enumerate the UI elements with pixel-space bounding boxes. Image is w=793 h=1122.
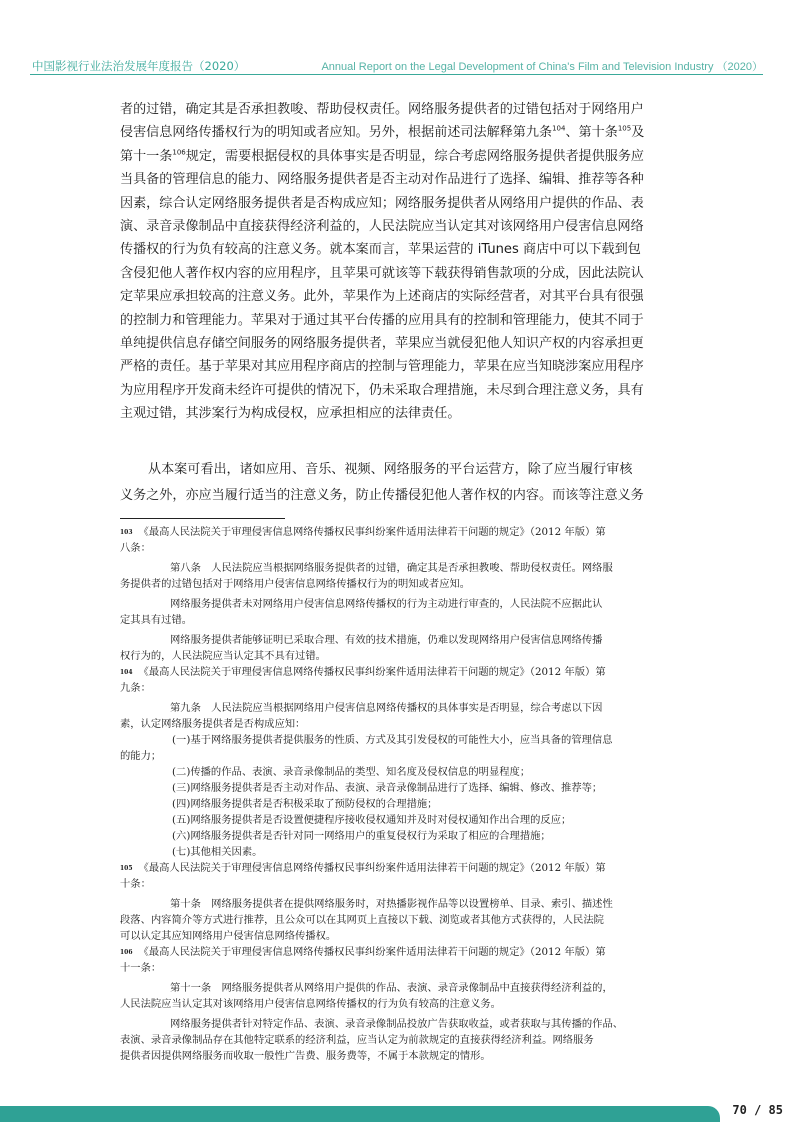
footer-accent-bar [0,1106,720,1122]
page-number: 70 / 85 [732,1103,783,1117]
body-line: 的控制力和管理能力。苹果对于通过其平台传播的应用具有的控制和管理能力，使其不同于 [120,312,644,328]
footnotes [120,524,675,1064]
body-line: 严格的责任。基于苹果对其应用程序商店的控制与管理能力，苹果在应当知晓涉案应用程序 [120,359,644,375]
footnote-line: 第十条 网络服务提供者在提供网络服务时，对热播影视作品等以设置榜单、目录、索引、描述性 [170,898,613,910]
body-line: 从本案可看出，诸如应用、音乐、视频、网络服务的平台运营方，除了应当履行审核 [148,462,633,477]
body-line: 含侵犯他人著作权内容的应用程序，且苹果可就该等下载获得销售款项的分成，因此法院认 [120,265,644,281]
header-title-cn: 中国影视行业法治发展年度报告（2020） [32,59,246,73]
footnote-line: (五)网络服务提供者是否设置便捷程序接收侵权通知并及时对侵权通知作出合理的反应； [172,814,572,826]
body-line: 为应用程序开发商未经许可提供的情况下，仍未采取合理措施，未尽到合理注意义务，具有 [120,382,644,398]
footnote-line: 定其具有过错。 [120,614,193,626]
footnote-line: 第九条 人民法院应当根据网络用户侵害信息网络传播权的具体事实是否明显，综合考虑以下因 [170,702,603,714]
footnote-line: 网络服务提供者针对特定作品、表演、录音录像制品投放广告获取收益，或者获取与其传播的作品、 [170,1018,624,1030]
footnote-mark: 106 [120,949,133,956]
footnote-line: 提供者因提供网络服务而收取一般性广告费、服务费等，不属于本款规定的情形。 [120,1050,491,1062]
footnote-105-title: $^{105}$ 《最高人民法院关于审理侵害信息网络传播权民事纠纷案件适用法律若干问题的规定》（2012 年版）第 [120,862,606,874]
footnote-ref-106[interactable]: 106 [172,148,186,157]
footnote-line: 段落、内容简介等方式进行推荐，且公众可以在其网页上直接以下载、浏览或者其他方式获得的，人民法院 [120,914,604,926]
body-line: 因素，综合认定网络服务提供者是否构成应知；网络服务提供者从网络用户提供的作品、表 [120,195,644,211]
footnote-separator [120,518,285,519]
header-rule [30,74,763,75]
footnote-106-title: $^{106}$ 《最高人民法院关于审理侵害信息网络传播权民事纠纷案件适用法律若干问题的规定》（2012 年版）第 [120,946,606,958]
footnote-line: 第十一条 网络服务提供者从网络用户提供的作品、表演、录音录像制品中直接获得经济利益的， [170,982,613,994]
footnote-line: (四)网络服务提供者是否积极采取了预防侵权的合理措施； [172,798,438,810]
body-line: 第十一条$^{106}$规定，需要根据侵权的具体事实是否明显，综合考虑网络服务提供者提供服务应 [120,148,645,164]
footnote-line: (三)网络服务提供者是否主动对作品、表演、录音录像制品进行了选择、编辑、修改、推荐等； [172,782,603,794]
footnote-ref-104[interactable]: 104 [552,125,566,134]
footnote-line: (六)网络服务提供者是否针对同一网络用户的重复侵权行为采取了相应的合理措施； [172,830,551,842]
body-line: 侵害信息网络传播权行为的明知或者应知。另外，根据前述司法解释第九条$^{104}$、第十条$^{105}$及 [120,125,645,141]
header-title-en: Annual Report on the Legal Development of China's Film and Television Industry （2020） [321,61,763,73]
footnote-line: 第八条 人民法院应当根据网络服务提供者的过错，确定其是否承担教唆、帮助侵权责任。网络服 [170,562,613,574]
footnote-line: 务提供者的过错包括对于网络用户侵害信息网络传播权行为的明知或者应知。 [120,578,471,590]
footnote-line: (一)基于网络服务提供者提供服务的性质、方式及其引发侵权的可能性大小，应当具备的管理信息 [172,734,613,746]
body-line: 定苹果应承担较高的注意义务。此外，苹果作为上述商店的实际经营者，对其平台具有很强 [120,289,644,305]
footnote-line: 九条： [120,682,151,694]
footnote-line: 权行为的，人民法院应当认定其不具有过错。 [120,650,326,662]
footnote-line: 网络服务提供者未对网络用户侵害信息网络传播权的行为主动进行审查的，人民法院不应据此认 [170,598,603,610]
footnote-line: (二)传播的作品、表演、录音录像制品的类型、知名度及侵权信息的明显程度； [172,766,531,778]
body-line: 当具备的管理信息的能力、网络服务提供者是否主动对作品进行了选择、编辑、推荐等各种 [120,172,644,188]
body-line: 主观过错，其涉案行为构成侵权，应承担相应的法律责任。 [120,406,461,422]
footnote-104-title: $^{104}$ 《最高人民法院关于审理侵害信息网络传播权民事纠纷案件适用法律若干问题的规定》（2012 年版）第 [120,666,606,678]
footnote-mark: 104 [120,669,133,676]
body-line: 演、录音录像制品中直接获得经济利益的，人民法院应当认定其对该网络用户侵害信息网络 [120,219,644,235]
footnote-line: 十条： [120,878,151,890]
footnote-line: 可以认定其应知网络用户侵害信息网络传播权。 [120,930,337,942]
footnote-ref-105[interactable]: 105 [617,125,632,134]
footnote-103-title: $^{103}$ 《最高人民法院关于审理侵害信息网络传播权民事纠纷案件适用法律若干问题的规定》（2012 年版）第 [120,526,606,538]
body-paragraph-1 [120,98,673,426]
body-line: 单纯提供信息存储空间服务的网络服务提供者，苹果应当就侵犯他人知识产权的内容承担更 [120,336,644,352]
footnote-line: 八条： [120,542,151,554]
footnote-line: 十一条： [120,962,162,974]
body-line: 者的过错，确定其是否承担教唆、帮助侵权责任。网络服务提供者的过错包括对于网络用户 [120,102,644,117]
body-paragraph-2 [120,457,673,509]
body-line: 义务之外，亦应当履行适当的注意义务，防止传播侵犯他人著作权的内容。而该等注意义务 [120,488,644,503]
body-line: 传播权的行为负有较高的注意义务。就本案而言，苹果运营的 iTunes 商店中可以下载到包 [120,242,641,258]
footnote-line: 的能力； [120,750,162,762]
footnote-line: 表演、录音录像制品存在其他特定联系的经济利益，应当认定为前款规定的直接获得经济利益。网络服务 [120,1034,594,1046]
footnote-line: 网络服务提供者能够证明已采取合理、有效的技术措施，仍难以发现网络用户侵害信息网络传播 [170,634,603,646]
footnote-mark: 105 [120,865,133,872]
footnote-line: (七)其他相关因素。 [172,846,263,858]
footnote-line: 素，认定网络服务提供者是否构成应知： [120,718,306,730]
footnote-mark: 103 [120,529,133,536]
footnote-line: 人民法院应当认定其对该网络用户侵害信息网络传播权的行为负有较高的注意义务。 [120,998,501,1010]
